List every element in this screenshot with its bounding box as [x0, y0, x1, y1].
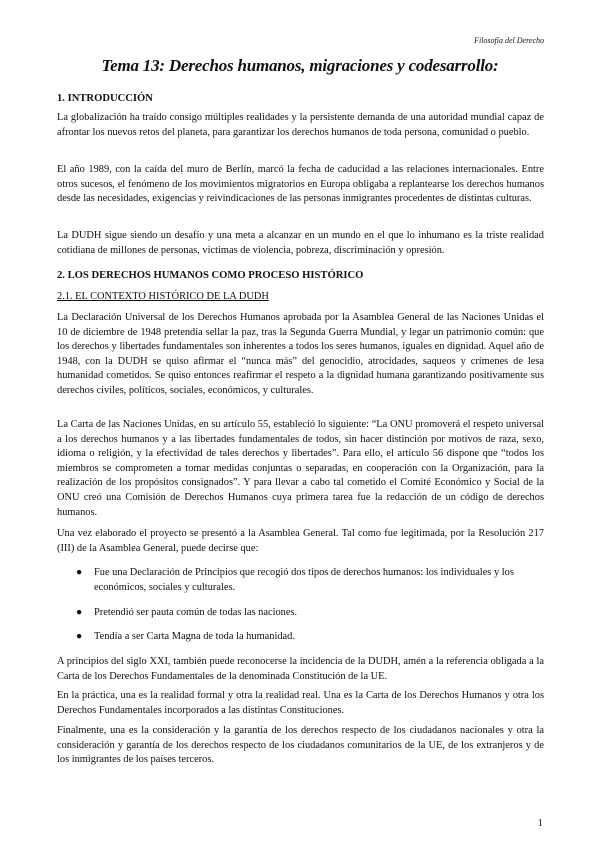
list-item	[76, 606, 544, 621]
list-item-text: Pretendió ser pauta común de todas las naciones.	[94, 607, 298, 618]
paragraph: Finalmente, una es la consideración y la garantía de los derechos respecto de los ciudadanos nacionales y otra la consideración y garantía de los derechos respecto de los ciudadanos comunitarios de la UE, de los extranjeros y de los inmigrantes de los países terceros.	[57, 725, 544, 766]
paragraph: En la práctica, una es la realidad formal y otra la realidad real. Una es la Carta de los Derechos Humanos y otra los Derechos Fundamentales incorporados a las distintas Constituciones.	[57, 690, 544, 716]
list-item-text: Fue una Declaración de Principios que recogió dos tipos de derechos humanos: los individuales y los económicos, sociales y culturales.	[94, 567, 514, 593]
list-item	[76, 566, 544, 595]
paragraph: A principios del siglo XXI, también puede reconocerse la incidencia de la DUDH, amén a la referencia obligada a la Carta de los Derechos Fundamentales de la denominada Constitución de la UE.	[57, 656, 544, 682]
paragraph: La globalización ha traído consigo múltiples realidades y la persistente demanda de una autoridad mundial capaz de afrontar los nuevos retos del planeta, para garantizar los derechos humanos de toda persona, comunidad o pueblo.	[57, 112, 544, 138]
list-item	[76, 630, 544, 645]
paragraph: La DUDH sigue siendo un desafío y una meta a alcanzar en un mundo en el que lo inhumano es la triste realidad cotidiana de millones de personas, víctimas de violencia, pobreza, discriminación y opresión.	[57, 230, 544, 256]
paragraph: La Carta de las Naciones Unidas, en su artículo 55, estableció lo siguiente: “La ONU promoverá el respeto universal a los derechos humanos y a las libertades fundamentales de todos, sin hacer distinción por motivos de raza, sexo, idioma o religión, y la efectividad de tales derechos y libertades”. Para ello, el artículo 56 dispone que “todos los miembros se comprometen a tomar medidas conjuntas o separadas, en cooperación con la Organización, para la realización de los propósitos consignados”. Y para llevar a cabo tal cometido el Comité Económico y Social de la ONU creó una Comisión de Derechos Humanos cuya primera tarea fue la redacción de un código de derechos humanos.	[57, 419, 544, 518]
bullet-icon: ●	[76, 567, 83, 578]
section-heading-derechos-humanos: 2. LOS DERECHOS HUMANOS COMO PROCESO HISTÓRICO	[57, 270, 364, 281]
list-item-text: Tendía a ser Carta Magna de toda la humanidad.	[94, 631, 295, 642]
subsection-heading: 2.1. EL CONTEXTO HISTÓRICO DE LA DUDH	[57, 291, 269, 302]
bullet-icon: ●	[76, 631, 83, 642]
document-title: Tema 13: Derechos humanos, migraciones y codesarrollo:	[101, 56, 499, 75]
paragraph: La Declaración Universal de los Derechos Humanos aprobada por la Asamblea General de las Naciones Unidas el 10 de diciembre de 1948 pretendía sellar la paz, tras la Segunda Guerra Mundial, y legar un patrimonio común: que los derechos y libertades fundamentales son inherentes a todos los seres humanos, iguales en dignidad. Aquel año de 1948, con la DUDH se quiso afirmar el “nunca más” del genocidio, atrocidades, saqueos y crímenes de lesa humanidad cometidos. Se quiso entonces reafirmar el respeto a la dignidad humana garantizando positivamente sus derechos civiles, políticos, sociales, económicos, y culturales.	[57, 312, 544, 396]
running-header: Filosofía del Derecho	[474, 36, 544, 45]
page-number: 1	[537, 818, 543, 829]
bullet-icon: ●	[76, 607, 83, 618]
section-heading-introduccion: 1. INTRODUCCIÓN	[57, 93, 153, 104]
paragraph: Una vez elaborado el proyecto se presentó a la Asamblea General. Tal como fue legitimada, por la Resolución 217 (III) de la Asamblea General, puede decirse que:	[57, 528, 544, 554]
paragraph: El año 1989, con la caída del muro de Berlín, marcó la fecha de caducidad a las relaciones internacionales. Entre otros sucesos, el fenómeno de los movimientos migratorios en Europa obligaba a replantearse los derechos humanos desde las necesidades, exigencias y reivindicaciones de las personas inmigrantes procedentes de distintas culturas.	[57, 164, 544, 205]
